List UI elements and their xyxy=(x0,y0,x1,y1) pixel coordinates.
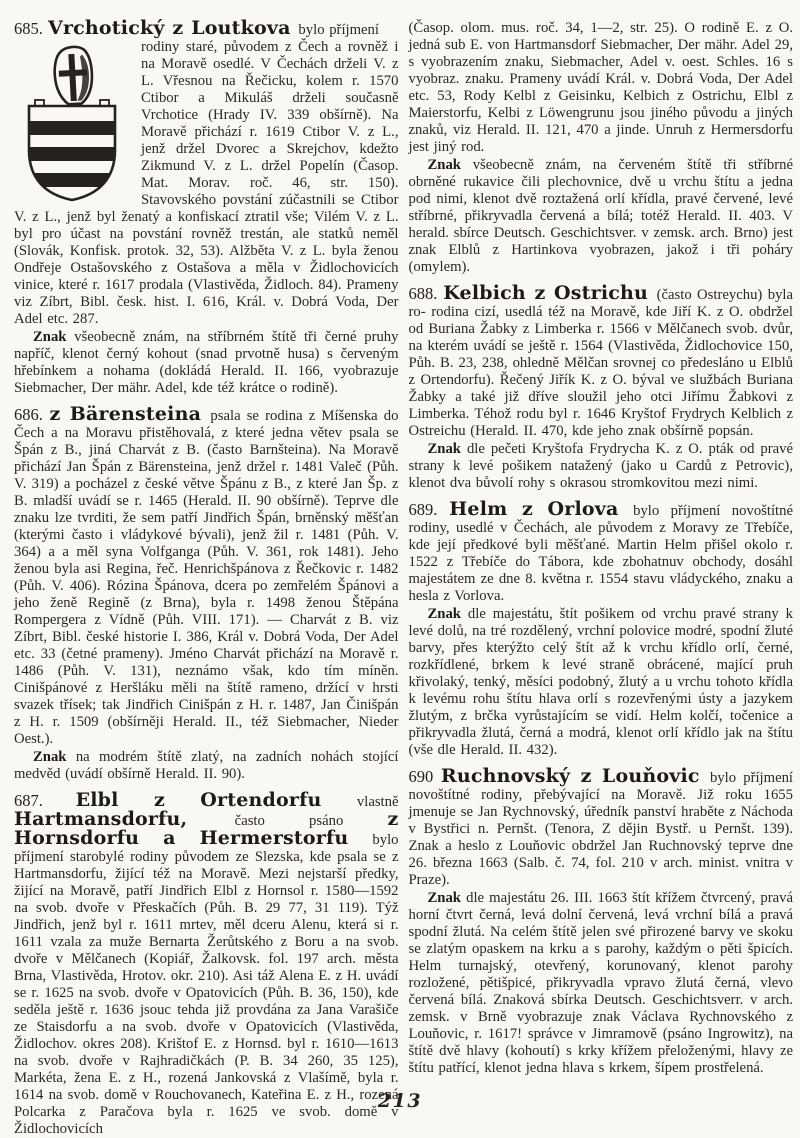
blazon-lead-word: Znak xyxy=(427,606,468,622)
entry-heading: Ruchnovský z Louňovic xyxy=(440,765,710,787)
entry-685-blazon xyxy=(14,329,399,397)
entry-heading: Elbl z Ortendorfu xyxy=(75,789,357,811)
body-text: dle majestátu, štít pošikem od vrchu pravé strany k levé dolů, na tré rozdělený, vrchní polovice modré, spodní žluté barvy, přes kterýžto celý štít až k vrchu křídlo orlí, černé, rozkřídlené, brkem k levé straně obrácené, mající pruh křivolaký, tenký, měsíci podobný, žlutý a u vrchu tohoto křídla k levému rohu štítu hlava orlí s rozevřenými ústy a jazykem žlutým, z brčka vyrůstajícím se vidí. Helm kolčí, točenice a přikryvadla žlutá, černá a modrá, klenot orlí křídlo jak na štítu (vše dle Herald. II. 432). xyxy=(408,606,793,758)
body-text: bylo příjmení xyxy=(298,22,379,38)
entry-number: 686. xyxy=(14,405,50,424)
great-helm-with-cross xyxy=(53,46,93,105)
entry-687-blazon xyxy=(409,157,794,276)
body-text: byla ro- rodina cizí, usedlá též na Moravě, kde Jiří K. z O. obdržel od Buriana Žabky z Limberka r. 1566 v Mělčanech svob. dvůr, na kterém uvádí se ještě r. 1564 (Vlastivěda, Židlochovice 150, Půh. B. 23, 238, ohledně Mělčan srovnej co předesláno u Elblů z Ortendorfu). Řečený Jiřík K. z O. býval ve službách Buriana Žabky a také již dříve sloužil jeho otci Jiřímu Žabkovi z Limberka. Téhož rodu byl r. 1646 Kryštof Frydrych Kelblich z Ostreichu (Herald. II. 470, kde jeho znak obšírně popsán. xyxy=(408,287,794,439)
entry-686-blazon xyxy=(14,749,399,783)
entry-687 xyxy=(14,789,399,1138)
crest-drawing xyxy=(16,44,128,202)
body-text: všeobecně znám, na stříbrném štítě tři černé pruhy napříč, klenot černý kohout (snad prvotně husa) s červeným hřebínkem a nohama (dokládá Herald. II. 166, vyobrazuje Siebmacher, Der mähr. Adel, kde též krátce o rodině). xyxy=(14,329,399,396)
body-text: bylo příjmení starobylé rodiny původem ze Slezska, kde psala se z Hartmansdorfu, žijící též na Moravě. Mezi nejstarší předky, žijící na Moravě, patří Jindřich Elbl z Hornsol r. 1580—1592 na svob. dvoře v Přeskačích (Půh. B. 29 77, 31 119). Týž Jindřich, jenž byl r. 1611 mrtev, měl dceru Alenu, která si r. 1611 vzala za muže Bernarta Žerůtského z Boru a na svob. dvoře v Mělčanech (Kopiář, Žalkovsk. fol. 197 arch. města Brna, Vlastivěda, Hrotov. okr. 210). Asi táž Alena E. z H. uvádí se r. 1625 na svob. dvoře v Opatovicích (Půh. B. 36, 150), kde seděla ještě r. 1636 jsouc tehda již provdána za Jana Varašiče ze Staisdorfu a na svob. dvoře v Opatovicích (Vlastivěda, Židlochov. okres 208). Krištof E. z Hornsd. byl r. 1610—1613 na svob. dvoře v Rajhradičkách (P. B. 34 260, 35 125), Markéta, žena E. z H., rozená Jankovská z Vlašímě, byla r. 1614 na svob. domě v Rouchovanech, Kateřina E. z H., rozená Polcarka z Paračova byla r. 1625 ve svob. domě v Židlochovicích xyxy=(14,832,399,1137)
blazon-lead-word: Znak xyxy=(427,157,473,173)
entry-heading: Hartmansdorfu, xyxy=(14,808,235,830)
blazon-lead-word: Znak xyxy=(33,329,75,345)
entry-heading: Kelbich z Ostrichu xyxy=(443,282,657,304)
body-text: rodiny staré, původem z Čech a rovněž i na Moravě osedlé. V Čechách drželi V. z L. Vřesnou na Řečicku, kolem r. 1570 Ctibor a Mikuláš drželi současně Vrchotice (Hrady IV. 339 obšírně). Na Moravě přichází r. 1619 Ctibor V. z L., jenž držel Dvorec a Skrejchov, kdežto Zikmund V. z L. držel Popelín (Časop. Mat. Morav. roč. 46, str. 150). Stavovského povstání zúčastnili se Ctibor V. z L., jenž byl ženatý a konfiskací ztratil vše; Vilém V. z L. byl pro účast na povstání rovněž trestán, ale statků neměl (Slovák, Konfisk. protok. 32, 53). Alžběta V. z L. byla ženou Ondřeje Ostašovského z Ostašova a měla v Židlochovicích vinice, které r. 1617 prodala (Vlastivěda, Židloch. 84). Prameny viz Zíbrt, Bibl. česk. hist. I. 616, Král. v. Dobrá Voda, Der Adel etc. 287. xyxy=(14,39,399,327)
body-text: psala se rodina z Míšenska do Čech a na Moravu přistěhovalá, z které jedna větev psala se Špán z B., jiná Charvát z B. (často Barnšteina). Na Moravě přichází Jan Špán z Bärensteina, jenž držel r. 1481 Valeč (Půh. V. 319) a pocházel z české větve Špánu z B., z které Jan Šp. z B. mladší uvádí se r. 1465 (Herald. II. 90 obšírně). Teprve dle znaku lze tvrditi, že sem patří Jindřich Špán, brněnský měšťan (kterými často i vládykové bývali), jenž žil r. 1481 (Půh. V. 364) a a měl syna Volfganga (Půh. V. 361, rok 1481). Jeho ženou byla asi Regina, řeč. Henrichšpánova z Řečkovic r. 1482 (Půh. V. 406). Rózina Špánova, dcera po zemřelém Špánovi a jeho ženě Regině (z Brna), byla r. 1498 ženou Štěpána Rompergera z Vídně (Půh. VIII. 171). — Charvát z B. viz Zíbrt, Bibl. české historie I. 386, Král v. Dobrá Voda, Der Adel etc. 33 (četné prameny). Jméno Charvát přichází na Moravě r. 1486 (Půh. V. 131), neznámo však, kdo tím míněn. Cinišpánové z Heršláku měli na štítě rameno, držící v hrsti svazek třísek; tak Jindřich Cinišpán z H. r. 1487, Jan Činišpán z H. r. 1509 (obšírněji Herald. II., též Siebmacher, Nieder Oest.). xyxy=(14,408,399,747)
body-text: bylo příjmení novoštítné rodiny, usedlé v Čechách, ale původem z Moravy ze Třebíče, kde její předkové byli měšťané. Martin Helm přišel okolo r. 1522 z Třebíče do Tábora, kde zbohatnuv obchody, dosáhl majestátem ze dne 8. května r. 1554 stavu vládyckého, znaku a hesla z Vorlova. xyxy=(408,503,793,604)
entry-heading: z Bärensteina xyxy=(49,403,211,425)
body-text: bylo příjmení novoštítné rodiny, přebývající na Moravě. Již roku 1655 jmenuje se Jan Rychnovský, úředník panství hraběte z Náchoda v Bystřici n. Pernšt. (Tenora, Z dějin Bystř. u Pernšt. 139). Znak a heslo z Louňovic obdržel Jan Ruchnovský teprve dne 26. března 1663 (Salb. č. 74, fol. 210 v arch. minist. vnitra v Praze). xyxy=(408,770,794,888)
entry-heading: Vrchotický z Loutkova xyxy=(48,17,299,39)
entry-heading: Helm z Orlova xyxy=(449,498,634,520)
heading-note: často psáno xyxy=(234,813,388,829)
entry-690-blazon xyxy=(409,890,794,1077)
entry-689 xyxy=(408,498,794,605)
text-columns xyxy=(14,17,794,1138)
blazon-lead-word: Znak xyxy=(427,890,467,906)
entry-number: 687. xyxy=(14,791,76,810)
entry-687-continuation xyxy=(409,20,794,156)
shield-with-three-bars xyxy=(25,100,119,200)
entry-number: 685. xyxy=(14,19,48,38)
heading-note: vlastně xyxy=(356,794,399,810)
blazon-lead-word: Znak xyxy=(33,749,76,765)
left-column xyxy=(14,17,399,1138)
body-text: všeobecně znám, na červeném štítě tři stříbrné obrněné rukavice čili plechovnice, dvě u vrchu štítu a jedna pod nimi, klenot dvě roztažená orlí křídla, pravé červené, levé stříbrné, přikryvadla červená a bílá; totéž Herald. II. 403. V herald. sbírce Deutsch. Geschichtsver. v zemsk. arch. Brno) jest znak Elblů z Hartinkova vyobrazen, jakož i tři poháry (omylem). xyxy=(408,157,793,275)
right-column xyxy=(409,20,794,1138)
entry-number: 688. xyxy=(408,284,444,303)
entry-685-heading-line xyxy=(14,17,399,39)
page-footer xyxy=(0,1090,800,1112)
coat-of-arms-crest-icon xyxy=(16,44,128,202)
entry-688 xyxy=(408,282,794,440)
entry-688-blazon xyxy=(409,441,794,492)
entry-690 xyxy=(408,765,794,889)
entry-686 xyxy=(14,403,399,748)
entry-689-blazon xyxy=(409,606,794,759)
page-number: 213 xyxy=(377,1090,423,1112)
body-text: dle pečeti Kryštofa Frydrycha K. z O. pták od pravé strany k levé pošikem natažený (jako u Cardů z Petrovic), klenot dva bůvolí rohy s okrasou stromkovitou mezi nimi. xyxy=(408,441,793,491)
entry-heading: z Hornsdorfu a Hermerstorfu xyxy=(14,808,399,849)
body-text: na modrém štítě zlatý, na zadních nohách stojící medvěd (uvádí obšírně Herald. II. 90). xyxy=(14,749,399,782)
body-text: (Časop. olom. mus. roč. 34, 1—2, str. 25). O rodině E. z O. jedná sub E. von Hartmansdorf Siebmacher, Der mähr. Adel 29, s vyobrazením znaku, Siebmacher, Adel v. oest. Schles. 16 s vyobraz. znaku. Prameny uvádí Král. v. Dobrá Voda, Der Adel etc. 53, Rody Kelbl z Geisinku, Kelbich z Ostrichu, Elbl z Maierstorfu, Kelbi z Löwengrunu jsou jiného původu a jiných znaků, viz Herald. II. 121, 470 a jinde. Unruh z Hermersdorfu jest jiný rod. xyxy=(408,20,793,155)
entry-number: 689. xyxy=(408,500,450,519)
entry-number: 690 xyxy=(408,767,441,786)
blazon-lead-word: Znak xyxy=(427,441,467,457)
body-text: dle majestátu 26. III. 1663 štít křížem čtvrcený, pravá horní čtvrt černá, levá dolní červená, levá vrchní bílá a pravá spodní žlutá. Na celém štítě jelen své přirozené barvy ve skoku se zlatým opaskem na krku a s parohy, každým o pěti špicích. Helm turnajský, otevřený, korunovaný, klenot parohy rozložené, pětišpicé, přikryvadla vpravo žlutá černá, vlevo červená bílá. Znaková sbírka Deutsch. Geschichtsverr. v arch. zemsk. v Brně vyobrazuje znak Václava Rychnovského z Louňovic, r. 1617! správce v Jimramově (psáno Ingrowitz), na štítě dvě hlavy (kohoutí) s krky křížem přeloženými, hlavy ze štítu patřící, klenot jedna hlava s krkem, šípem prostřelená. xyxy=(408,890,793,1076)
heading-note: (často Ostreychu) xyxy=(656,287,768,303)
entry-685-body xyxy=(14,39,399,328)
